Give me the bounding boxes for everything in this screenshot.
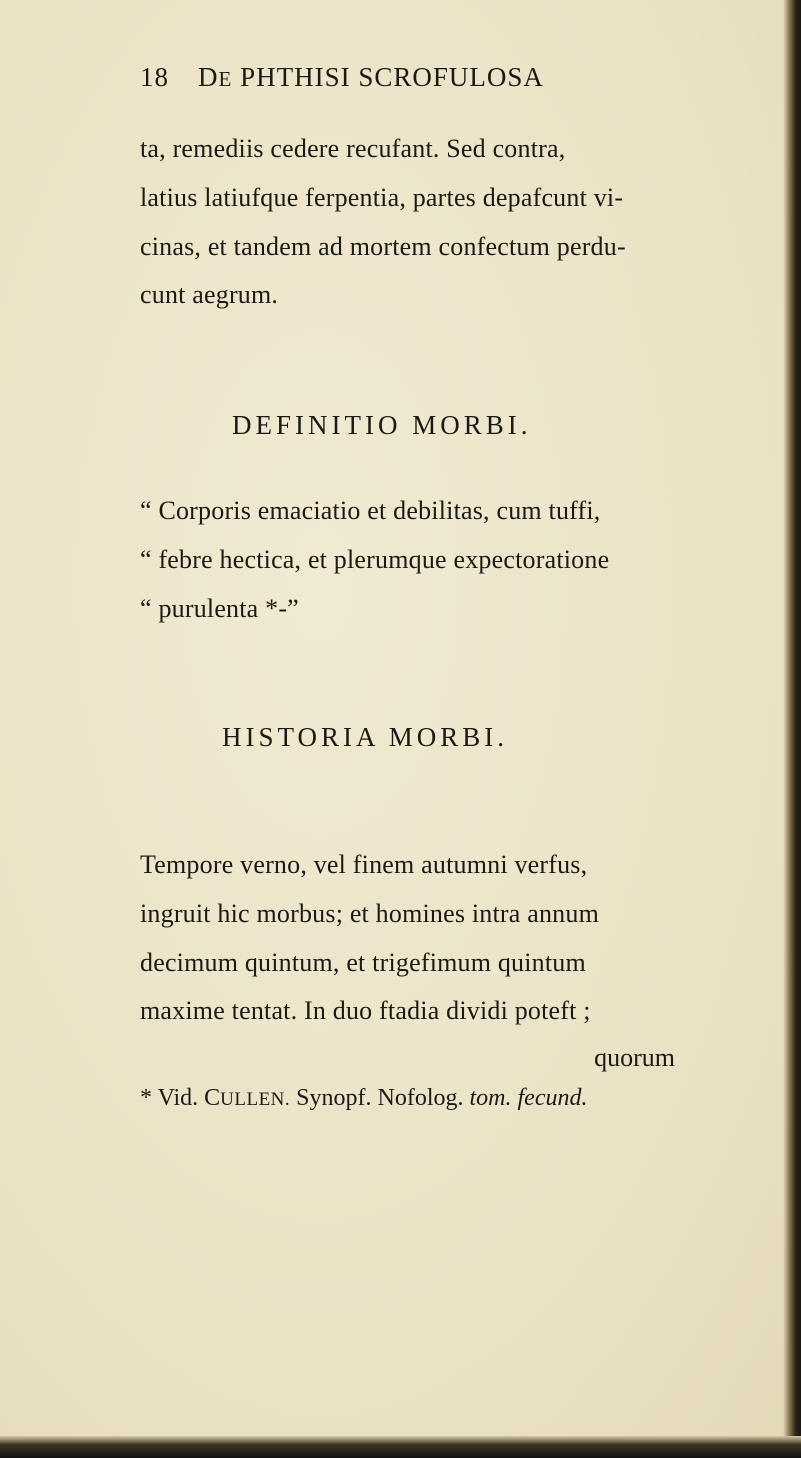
footnote-volume: tom. fecund.	[469, 1085, 588, 1111]
running-title-smallcaps: E	[218, 67, 233, 91]
footnote	[140, 1085, 587, 1112]
section-heading-historia: HISTORIA MORBI.	[222, 722, 509, 752]
footnote-author-smallcaps: ULLEN.	[220, 1089, 291, 1110]
running-title	[198, 62, 544, 93]
running-title-main: PHTHISI SCROFULOSA	[232, 62, 544, 92]
footnote-marker: * Vid.	[140, 1085, 205, 1111]
page-bottom-edge	[0, 1436, 801, 1458]
definition-line: “ Corporis emaciatio et debilitas, cum tuffi,	[140, 496, 601, 525]
body-line: cunt aegrum.	[140, 280, 279, 309]
page-number: 18	[140, 62, 169, 92]
binding-edge	[783, 0, 801, 1440]
definition-line: “ febre hectica, et plerumque expectoratione	[140, 545, 610, 574]
body-line: ta, remediis cedere recufant. Sed contra,	[140, 134, 566, 163]
running-header	[140, 62, 760, 102]
footnote-author-initial: C	[204, 1085, 221, 1111]
definition-line: “ purulenta *-”	[140, 594, 299, 623]
body-line: maxime tentat. In duo ftadia dividi poteft ;	[140, 996, 591, 1025]
footnote-work: Synopf. Nofolog.	[290, 1085, 470, 1111]
body-line: Tempore verno, vel finem autumni verfus,	[140, 850, 588, 879]
section-heading-definitio: DEFINITIO MORBI.	[232, 410, 532, 440]
running-title-initial: D	[198, 62, 219, 92]
body-line: latius latiufque ferpentia, partes depafcunt vi-	[140, 183, 624, 212]
body-line: ingruit hic morbus; et homines intra annum	[140, 899, 599, 928]
body-line: decimum quintum, et trigefimum quintum	[140, 948, 586, 977]
catchword: quorum	[594, 1043, 675, 1072]
body-line: cinas, et tandem ad mortem confectum perdu-	[140, 232, 626, 261]
